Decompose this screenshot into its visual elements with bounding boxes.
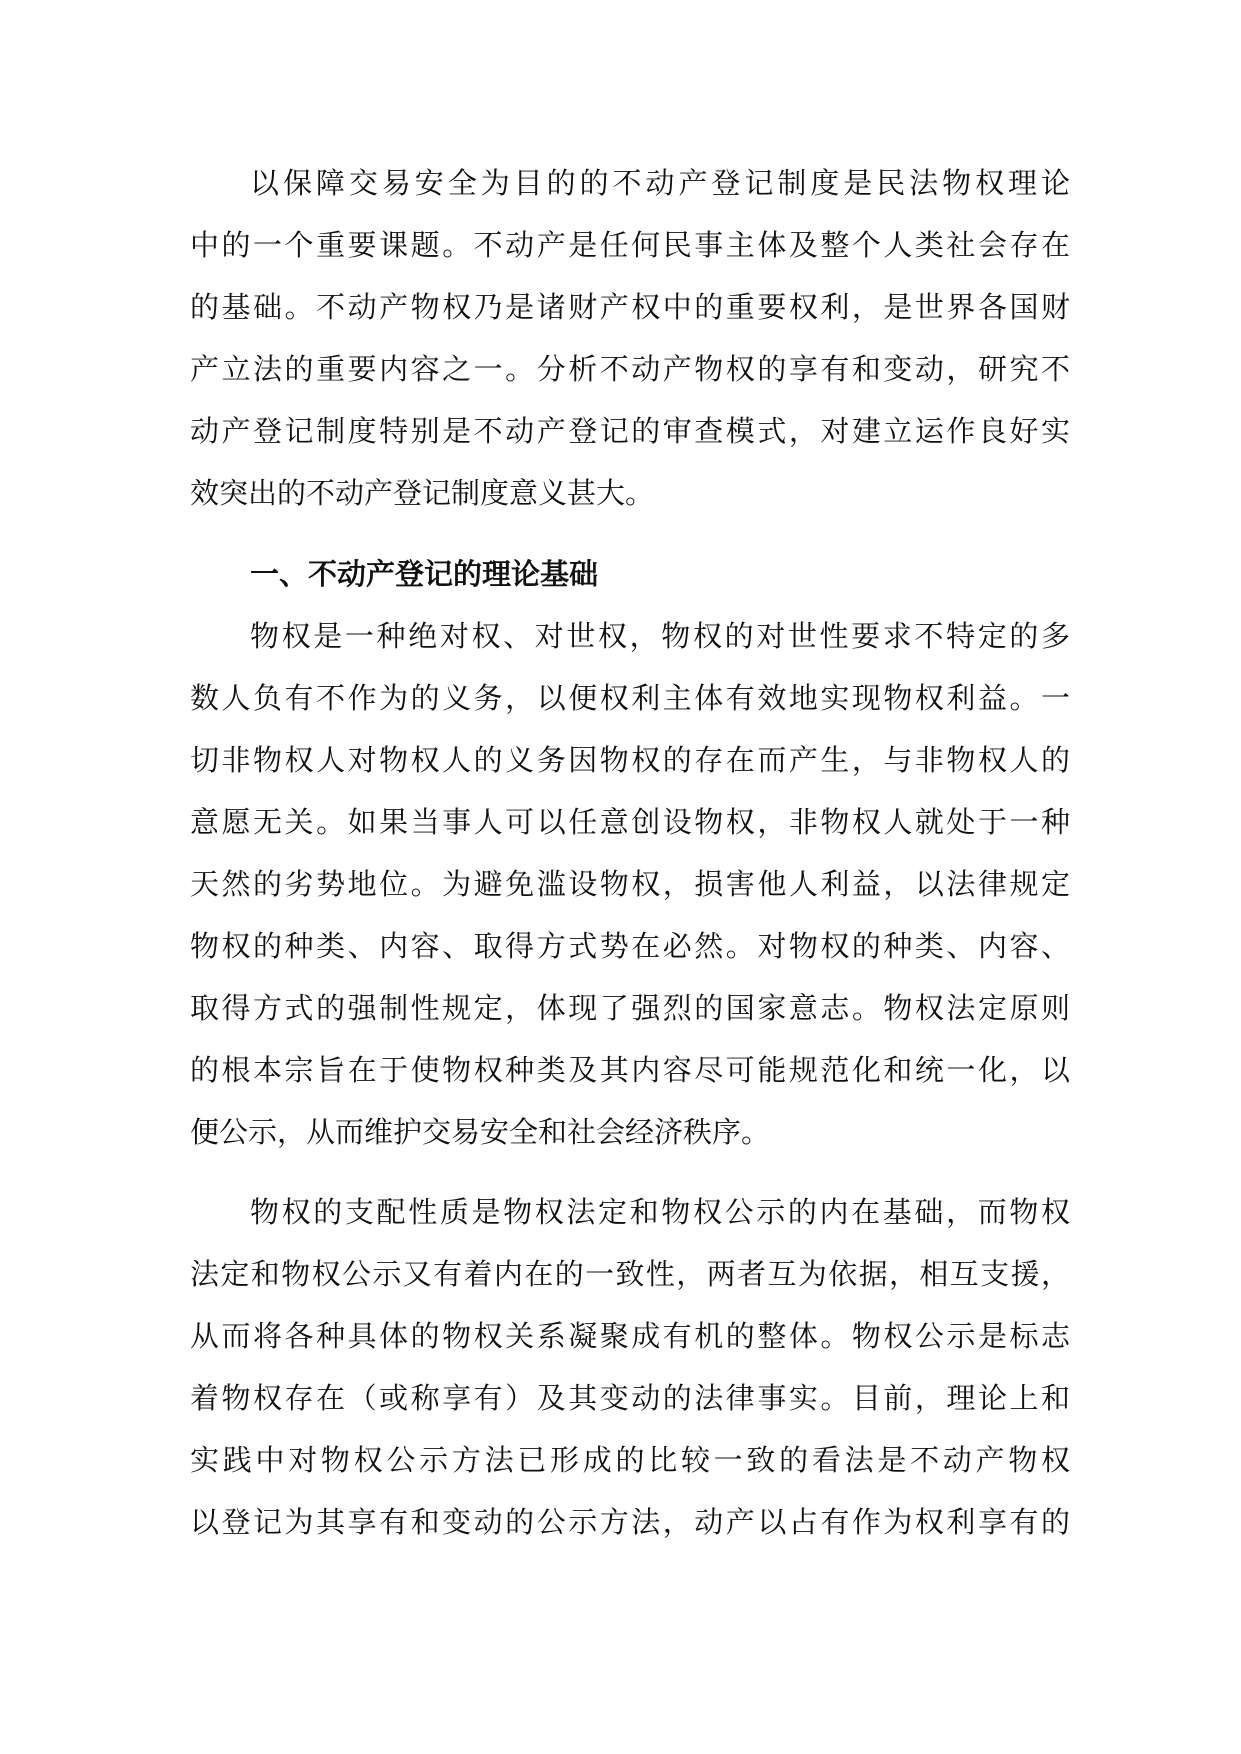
paragraph-3-line-2: 法定和物权公示又有着内在的一致性，两者互为依据，相互支援， (190, 1257, 1070, 1291)
paragraph-2-line-9: 便公示，从而维护交易安全和社会经济秩序。 (190, 1115, 771, 1149)
paragraph-3-line-5: 实践中对物权公示方法已形成的比较一致的看法是不动产物权 (190, 1443, 1070, 1477)
paragraph-2-line-2: 数人负有不作为的义务，以便权利主体有效地实现物权利益。一 (190, 681, 1070, 715)
paragraph-2-line-8: 的根本宗旨在于使物权种类及其内容尽可能规范化和统一化，以 (190, 1053, 1070, 1087)
paragraph-1-line-1: 以保障交易安全为目的的不动产登记制度是民法物权理论 (250, 166, 1070, 200)
paragraph-3-line-4: 着物权存在（或称享有）及其变动的法律事实。目前，理论上和 (190, 1381, 1070, 1415)
section-heading: 一、不动产登记的理论基础 (250, 557, 599, 591)
paragraph-1-line-4: 产立法的重要内容之一。分析不动产物权的享有和变动，研究不 (190, 352, 1070, 386)
paragraph-1-line-2: 中的一个重要课题。不动产是任何民事主体及整个人类社会存在 (190, 228, 1070, 262)
paragraph-2-line-6: 物权的种类、内容、取得方式势在必然。对物权的种类、内容、 (190, 929, 1070, 963)
paragraph-2-line-5: 天然的劣势地位。为避免滥设物权，损害他人利益，以法律规定 (190, 867, 1070, 901)
paragraph-3-line-6: 以登记为其享有和变动的公示方法，动产以占有作为权利享有的 (190, 1505, 1070, 1539)
paragraph-1-line-6: 效突出的不动产登记制度意义甚大。 (190, 476, 655, 510)
paragraph-2-line-1: 物权是一种绝对权、对世权，物权的对世性要求不特定的多 (250, 619, 1070, 653)
paragraph-1-line-5: 动产登记制度特别是不动产登记的审查模式，对建立运作良好实 (190, 414, 1070, 448)
paragraph-2-line-7: 取得方式的强制性规定，体现了强烈的国家意志。物权法定原则 (190, 991, 1070, 1025)
paragraph-3-line-1: 物权的支配性质是物权法定和物权公示的内在基础，而物权 (250, 1195, 1070, 1229)
paragraph-2-line-4: 意愿无关。如果当事人可以任意创设物权，非物权人就处于一种 (190, 805, 1070, 839)
paragraph-2-line-3: 切非物权人对物权人的义务因物权的存在而产生，与非物权人的 (190, 743, 1070, 777)
paragraph-3-line-3: 从而将各种具体的物权关系凝聚成有机的整体。物权公示是标志 (190, 1319, 1070, 1353)
paragraph-1-line-3: 的基础。不动产物权乃是诸财产权中的重要权利，是世界各国财 (190, 290, 1070, 324)
